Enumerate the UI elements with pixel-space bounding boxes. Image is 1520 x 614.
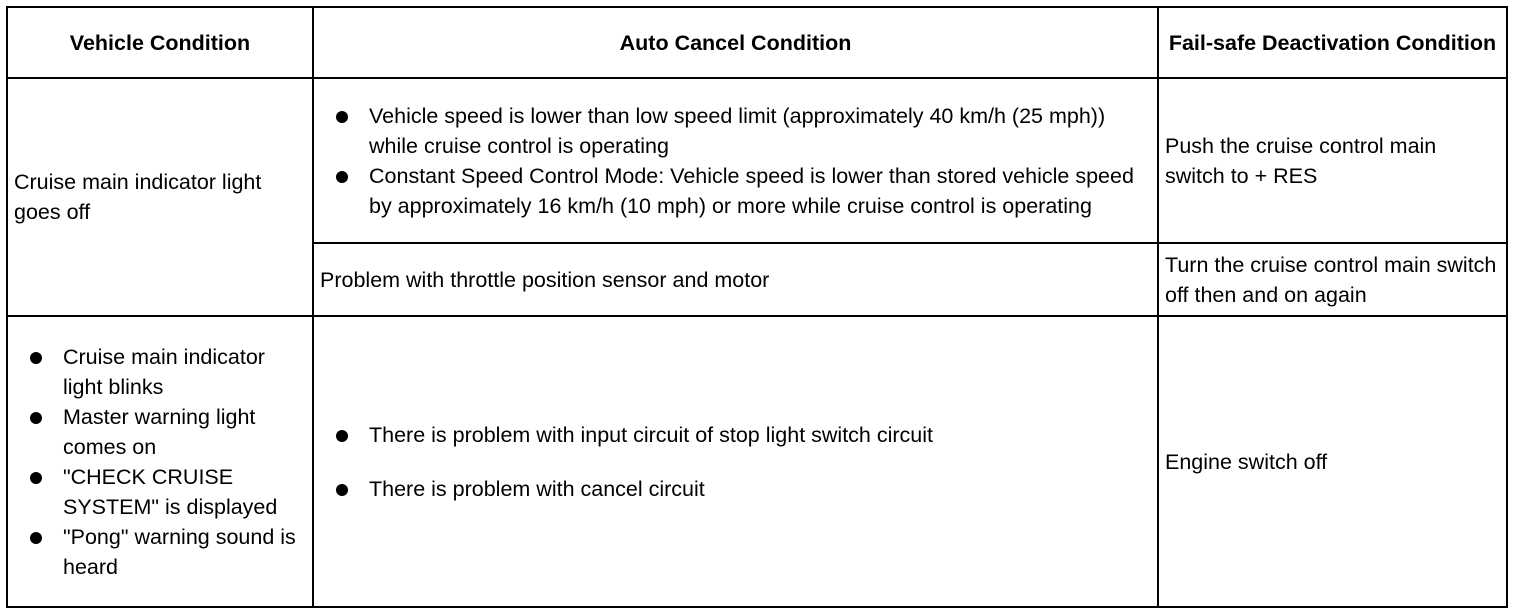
deactivation-cell: Turn the cruise control main switch off then and on again	[1158, 243, 1507, 316]
list-item	[320, 161, 1151, 221]
bullet-icon	[30, 352, 42, 364]
list-item	[14, 402, 306, 462]
vehicle-condition-text: Cruise main indicator light blinks	[63, 344, 265, 399]
auto-cancel-text: Constant Speed Control Mode: Vehicle speed is lower than stored vehicle speed by approximately 16 km/h (10 mph) or more while cruise control is operating	[369, 163, 1134, 218]
header-auto-cancel-condition: Auto Cancel Condition	[313, 7, 1158, 78]
deactivation-cell: Push the cruise control main switch to + RES	[1158, 78, 1507, 243]
list-item	[320, 420, 1151, 450]
table-row	[7, 316, 1507, 607]
vehicle-condition-cell: Cruise main indicator light goes off	[7, 78, 313, 316]
auto-cancel-list	[320, 420, 1151, 504]
header-fail-safe-deactivation: Fail-safe Deactivation Condition	[1158, 7, 1507, 78]
auto-cancel-list	[320, 101, 1151, 221]
auto-cancel-cell	[313, 78, 1158, 243]
list-item	[14, 522, 306, 582]
table-header-row	[7, 7, 1507, 78]
auto-cancel-text: Vehicle speed is lower than low speed limit (approximately 40 km/h (25 mph)) while cruise control is operating	[369, 103, 1106, 158]
list-item	[14, 342, 306, 402]
bullet-icon	[30, 412, 42, 424]
auto-cancel-cell	[313, 316, 1158, 607]
vehicle-condition-text: Master warning light comes on	[63, 404, 256, 459]
list-item	[14, 462, 306, 522]
auto-cancel-text: There is problem with cancel circuit	[369, 476, 705, 501]
bullet-icon	[30, 472, 42, 484]
vehicle-condition-text: "Pong" warning sound is heard	[63, 524, 296, 579]
bullet-icon	[336, 171, 348, 183]
cruise-control-condition-table	[6, 6, 1508, 608]
table-row	[7, 78, 1507, 243]
deactivation-cell: Engine switch off	[1158, 316, 1507, 607]
bullet-icon	[336, 111, 348, 123]
vehicle-condition-cell	[7, 316, 313, 607]
list-item	[320, 101, 1151, 161]
vehicle-condition-text: "CHECK CRUISE SYSTEM" is displayed	[63, 464, 278, 519]
auto-cancel-cell: Problem with throttle position sensor and motor	[313, 243, 1158, 316]
bullet-icon	[336, 430, 348, 442]
list-item	[320, 474, 1151, 504]
header-vehicle-condition: Vehicle Condition	[7, 7, 313, 78]
bullet-icon	[30, 532, 42, 544]
auto-cancel-text: There is problem with input circuit of stop light switch circuit	[369, 422, 933, 447]
vehicle-condition-list	[14, 342, 306, 582]
bullet-icon	[336, 484, 348, 496]
